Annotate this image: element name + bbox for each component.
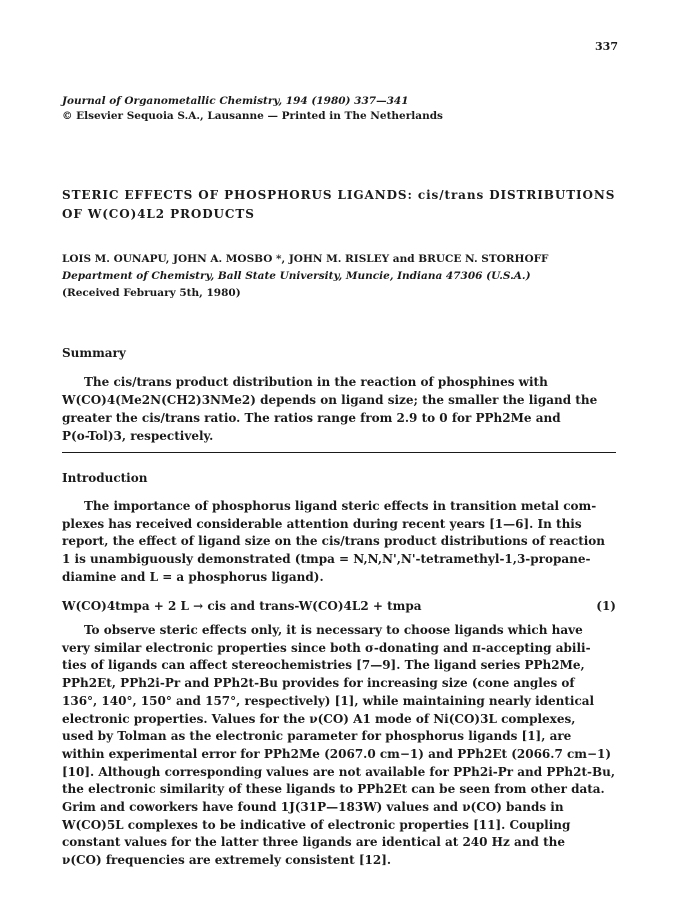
text-line: plexes has received considerable attention during recent years [1—6]. In this xyxy=(62,516,582,531)
introduction-paragraph xyxy=(62,622,622,870)
equation-text: W(CO)4tmpa + 2 L → cis and trans-W(CO)4L2 + tmpa xyxy=(62,599,422,613)
affiliation: Department of Chemistry, Ball State University, Muncie, Indiana 47306 (U.S.A.) xyxy=(62,270,531,282)
text-line: constant values for the latter three ligands are identical at 240 Hz and the xyxy=(62,835,565,850)
text-line: ties of ligands can affect stereochemistries [7—9]. The ligand series PPh2Me, xyxy=(62,658,585,673)
text-line: To observe steric effects only, it is necessary to choose ligands which have xyxy=(84,623,583,637)
text-line: W(CO)5L complexes to be indicative of electronic properties [11]. Coupling xyxy=(62,817,571,832)
text-line: the electronic similarity of these ligands to PPh2Et can be seen from other data. xyxy=(62,782,605,797)
text-line: very similar electronic properties since both σ-donating and π-accepting abili- xyxy=(62,640,591,655)
text-line: Grim and coworkers have found 1J(31P—183W) values and ν(CO) bands in xyxy=(62,800,564,815)
received-date: (Received February 5th, 1980) xyxy=(62,287,241,299)
summary-text xyxy=(62,373,622,445)
text-line: used by Tolman as the electronic parameter for phosphorus ligands [1], are xyxy=(62,729,572,744)
text-line: greater the cis/trans ratio. The ratios range from 2.9 to 0 for PPh2Me and xyxy=(62,411,561,425)
author-list: LOIS M. OUNAPU, JOHN A. MOSBO *, JOHN M. RISLEY and BRUCE N. STORHOFF xyxy=(62,253,549,265)
title-line: OF W(CO)4L2 PRODUCTS xyxy=(62,207,255,221)
text-line: report, the effect of ligand size on the cis/trans product distributions of reaction xyxy=(62,534,606,549)
text-line: The importance of phosphorus ligand steric effects in transition metal com- xyxy=(84,499,597,513)
journal-citation xyxy=(62,94,443,124)
text-line: within experimental error for PPh2Me (2067.0 cm−1) and PPh2Et (2066.7 cm−1) xyxy=(62,746,612,761)
text-line: electronic properties. Values for the ν(CO) A1 mode of Ni(CO)3L complexes, xyxy=(62,711,576,726)
text-line: [10]. Although corresponding values are not available for PPh2i-Pr and PPh2t-Bu, xyxy=(62,764,616,779)
text-line: diamine and L = a phosphorus ligand). xyxy=(62,569,324,584)
reaction-equation xyxy=(62,599,616,613)
text-line: W(CO)4(Me2N(CH2)3NMe2) depends on ligand size; the smaller the ligand the xyxy=(62,393,598,407)
title-line: STERIC EFFECTS OF PHOSPHORUS LIGANDS: cis/trans DISTRIBUTIONS xyxy=(62,188,616,202)
text-line: ν(CO) frequencies are extremely consistent [12]. xyxy=(62,853,392,868)
journal-citation-line: Journal of Organometallic Chemistry, 194 (1980) 337—341 xyxy=(62,95,409,107)
summary-heading: Summary xyxy=(62,346,126,360)
text-line: The cis/trans product distribution in the reaction of phosphines with xyxy=(84,375,548,389)
text-line: 136°, 140°, 150° and 157°, respectively) [1], while maintaining nearly identical xyxy=(62,693,595,708)
text-line: P(o-Tol)3, respectively. xyxy=(62,429,214,443)
introduction-heading: Introduction xyxy=(62,471,148,485)
introduction-paragraph xyxy=(62,498,622,587)
section-divider xyxy=(62,452,616,453)
text-line: PPh2Et, PPh2i-Pr and PPh2t-Bu provides for increasing size (cone angles of xyxy=(62,676,575,691)
page-number: 337 xyxy=(595,40,618,53)
publisher-line: © Elsevier Sequoia S.A., Lausanne — Printed in The Netherlands xyxy=(62,110,443,122)
author-block xyxy=(62,251,549,302)
equation-number: (1) xyxy=(596,599,616,613)
text-line: 1 is unambiguously demonstrated (tmpa = N,N,N',N'-tetramethyl-1,3-propane- xyxy=(62,552,591,567)
article-title xyxy=(62,186,615,224)
